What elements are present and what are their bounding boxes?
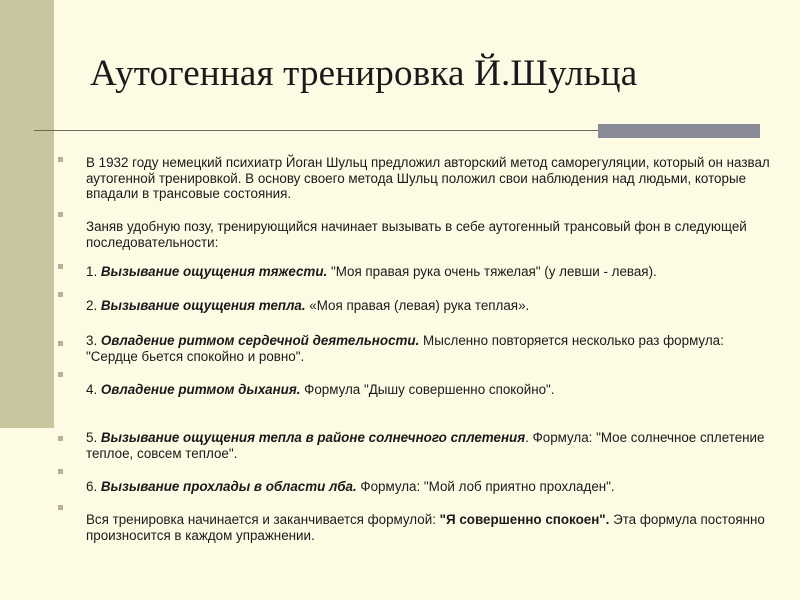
item-number: 1. [86, 264, 101, 279]
bullet-icon [58, 436, 63, 441]
item-text: Эта формула постоянно произносится в каждом упражнении. [86, 512, 765, 543]
list-item [86, 512, 776, 543]
bullet-icon [58, 264, 63, 269]
list-item [86, 298, 776, 314]
item-text: Заняв удобную позу, тренирующийся начинает вызывать в себе аутогенный трансовый фон в следующей последовательности: [86, 219, 747, 250]
bullet-icon [58, 341, 63, 346]
item-rest: Формула "Дышу совершенно спокойно". [300, 382, 555, 397]
bullet-icon [58, 505, 63, 510]
list-item [86, 382, 776, 398]
item-rest: "Моя правая рука очень тяжелая" (у левши - левая). [327, 264, 657, 279]
item-lead: Овладение ритмом дыхания. [100, 382, 301, 397]
slide-title: Аутогенная тренировка Й.Шульца [90, 53, 638, 94]
bullet-icon [58, 157, 63, 162]
item-text: В 1932 году немецкий психиатр Йоган Шульц предложил авторский метод саморегуляции, который он назвал аутогенной тренировкой. В основу своего метода Шульц положил свои наблюдения над людьми, которые впадали в трансовые состояния. [86, 155, 770, 202]
item-number: 4. [86, 382, 101, 397]
item-rest: «Моя правая (левая) рука теплая». [305, 298, 530, 313]
item-lead: Вызывание прохлады в области лба. [100, 479, 357, 494]
bullet-icon [58, 372, 63, 377]
item-number: 6. [86, 479, 101, 494]
item-rest: Мысленно повторяется несколько раз формула: "Сердце бьется спокойно и ровно". [86, 333, 724, 364]
list-item [86, 264, 776, 280]
list-item [86, 430, 776, 461]
bullet-icon [58, 469, 63, 474]
item-lead: Вызывание ощущения тепла. [100, 298, 306, 313]
list-item [86, 155, 776, 202]
list-item [86, 333, 776, 364]
item-formula: "Я совершенно спокоен". [439, 512, 610, 527]
item-rest: . Формула: "Мое солнечное сплетение теплое, совсем теплое". [86, 430, 765, 461]
list-item [86, 479, 776, 495]
item-number: 5. [86, 430, 101, 445]
item-text: Вся тренировка начинается и заканчивается формулой: [86, 512, 440, 527]
bullet-icon [58, 212, 63, 217]
bullet-icon [58, 292, 63, 297]
item-lead: Овладение ритмом сердечной деятельности. [100, 333, 420, 348]
item-rest: Формула: "Мой лоб приятно прохладен". [356, 479, 615, 494]
item-number: 3. [86, 333, 101, 348]
list-item [86, 219, 776, 250]
item-lead: Вызывание ощущения тяжести. [100, 264, 328, 279]
item-number: 2. [86, 298, 101, 313]
item-lead: Вызывание ощущения тепла в районе солнечного сплетения [100, 430, 526, 445]
